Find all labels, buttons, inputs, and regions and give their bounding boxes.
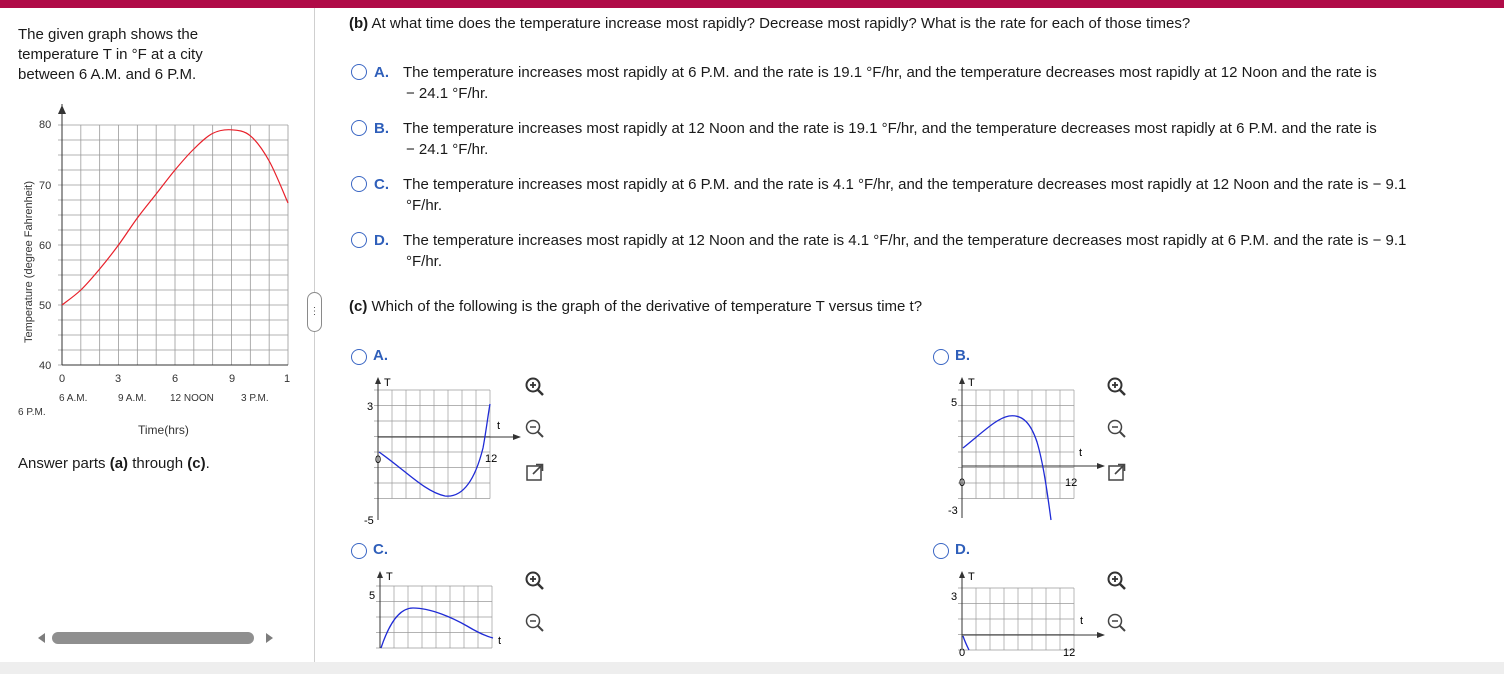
x-end-label: 12 — [1065, 477, 1078, 489]
part-b-option-c[interactable]: C. The temperature increases most rapidly at 6 P.M. and the rate is 4.1 °F/hr, and the temperature decreases most rapidly at 12 Noon and the rate is − 9.1 °F/hr. — [351, 174, 1501, 216]
y-axis-name: T — [968, 377, 975, 389]
radio-button[interactable] — [933, 543, 949, 559]
time-label: 6 P.M. — [18, 407, 46, 418]
radio-button[interactable] — [351, 64, 367, 80]
x-axis-name: t — [498, 635, 502, 647]
origin-label: 0 — [959, 477, 966, 489]
origin-label: 0 — [959, 647, 966, 659]
x-axis-name: t — [497, 420, 501, 432]
zoom-out-icon[interactable] — [1106, 612, 1128, 634]
part-b-option-b[interactable]: B. The temperature increases most rapidly at 12 Noon and the rate is 19.1 °F/hr, and the temperature decreases most rapidly at 6 P.M. and the rate is − 24.1 °F/hr. — [351, 118, 1501, 160]
origin-label: 0 — [375, 454, 382, 466]
answer-parts-text: Answer parts (a) through (c). — [18, 455, 210, 472]
problem-intro: The given graph shows the temperature T in °F at a city between 6 A.M. and 6 P.M. — [18, 26, 203, 83]
y-max-label: 5 — [951, 397, 958, 409]
y-max-label: 3 — [367, 401, 374, 413]
zoom-in-icon[interactable] — [1106, 376, 1128, 398]
x-axis-arrow-icon — [1097, 463, 1105, 469]
y-min-label: -5 — [364, 515, 374, 527]
right-panel: (b) At what time does the temperature increase most rapidly? Decrease most rapidly? What is the rate for each of those times? A. The temperature increases most rapidly at 6 P.M. and the rate is 19.1 °F/hr, and the temperature decreases most rapidly at 12 Noon and the rate is − 24.1 °F/hr. B. The temperature increases most rapidly at 12 Noon and the rate is 19.1 °F/hr, and the temperature decreases most rapidly at 6 P.M. and the rate is − 24.1 °F/hr. C. The temperature increases most rapidly at 6 P.M. and the rate is 4.1 °F/hr, and the temperature decreases most rapidly at 12 Noon and the rate is − 9.1 °F/hr. D. The temperature increases most rapidly at 12 Noon and the rate is 4.1 °F/hr, and the temperature decreases most rapidly at 6 P.M. and the rate is − 9.1 °F/hr. (c) Which of the following is the graph of the derivative of temperature T versus time t? A. T t 3 -5 12 0 B. T t 5 -3 12 0 C. T t 5 D. T t 3 12 0 — [315, 8, 1504, 662]
y-tick-label: 50 — [39, 300, 52, 312]
y-axis-name: T — [384, 377, 391, 389]
y-axis-name: T — [968, 571, 975, 583]
x-axis-arrow-icon — [1097, 632, 1105, 638]
graph-grid — [958, 390, 1074, 499]
scroll-left-arrow-icon[interactable] — [38, 633, 45, 643]
zoom-in-icon[interactable] — [1106, 570, 1128, 592]
radio-button[interactable] — [351, 120, 367, 136]
part-b-question: (b) At what time does the temperature increase most rapidly? Decrease most rapidly? What is the rate for each of those times? — [349, 15, 1191, 32]
radio-button[interactable] — [351, 176, 367, 192]
x-axis-label: Time(hrs) — [138, 423, 189, 437]
derivative-curve — [379, 404, 490, 496]
x-end-label: 12 — [1063, 647, 1076, 659]
y-axis-arrow-icon — [959, 571, 965, 578]
radio-button[interactable] — [351, 232, 367, 248]
y-tick-label: 80 — [39, 119, 52, 131]
y-axis-arrow-icon — [377, 571, 383, 578]
graph-grid — [376, 586, 492, 648]
graph-grid — [58, 125, 288, 365]
y-tick-label: 60 — [39, 240, 52, 252]
y-axis-arrow-icon — [375, 377, 381, 384]
x-tick-label: 9 — [229, 373, 236, 385]
scroll-right-arrow-icon[interactable] — [266, 633, 273, 643]
scrollbar-thumb[interactable] — [52, 632, 254, 644]
zoom-out-icon[interactable] — [1106, 418, 1128, 440]
open-new-window-icon[interactable] — [524, 461, 546, 483]
zoom-in-icon[interactable] — [524, 570, 546, 592]
zoom-out-icon[interactable] — [524, 612, 546, 634]
x-end-label: 12 — [485, 453, 498, 465]
graph-grid — [374, 390, 490, 499]
time-label: 6 A.M. — [59, 393, 88, 404]
y-axis-arrow — [58, 105, 66, 114]
left-panel — [0, 8, 314, 662]
time-label: 12 NOON — [170, 393, 214, 404]
derivative-graph-b[interactable] — [927, 370, 1107, 530]
y-axis-label: Temperature (degree Fahrenheit) — [23, 180, 35, 343]
x-tick-label: 6 — [172, 373, 179, 385]
y-axis-name: T — [386, 571, 393, 583]
open-new-window-icon[interactable] — [1106, 461, 1128, 483]
derivative-graph-a[interactable] — [345, 370, 525, 530]
derivative-curve — [381, 608, 493, 648]
radio-button[interactable] — [933, 349, 949, 365]
radio-button[interactable] — [351, 349, 367, 365]
more-vertical-icon: ⋮ — [309, 306, 320, 317]
part-b-option-d[interactable]: D. The temperature increases most rapidly at 12 Noon and the rate is 4.1 °F/hr, and the temperature decreases most rapidly at 6 P.M. and the rate is − 9.1 °F/hr. — [351, 230, 1501, 272]
derivative-graph-d[interactable] — [927, 564, 1107, 659]
y-max-label: 5 — [369, 590, 376, 602]
y-max-label: 3 — [951, 591, 958, 603]
y-tick-label: 40 — [39, 360, 52, 372]
x-tick-label: 1 — [284, 373, 291, 385]
zoom-in-icon[interactable] — [524, 376, 546, 398]
y-tick-label: 70 — [39, 180, 52, 192]
x-axis-name: t — [1080, 615, 1084, 627]
x-axis-name: t — [1079, 447, 1083, 459]
graph-grid — [958, 588, 1074, 650]
radio-button[interactable] — [351, 543, 367, 559]
part-b-option-a[interactable]: A. The temperature increases most rapidly at 6 P.M. and the rate is 19.1 °F/hr, and the temperature decreases most rapidly at 12 Noon and the rate is − 24.1 °F/hr. — [351, 62, 1501, 104]
top-accent-bar — [0, 0, 1504, 8]
x-axis-arrow-icon — [513, 434, 521, 440]
part-c-question: (c) Which of the following is the graph of the derivative of temperature T versus time t? — [349, 298, 923, 315]
horizontal-scrollbar[interactable] — [38, 631, 288, 645]
time-label: 3 P.M. — [241, 393, 269, 404]
derivative-graph-c[interactable] — [345, 564, 525, 648]
y-min-label: -3 — [948, 505, 958, 517]
time-label: 9 A.M. — [118, 393, 147, 404]
x-tick-label: 3 — [115, 373, 122, 385]
x-tick-label: 0 — [59, 373, 66, 385]
temperature-graph — [0, 8, 314, 448]
zoom-out-icon[interactable] — [524, 418, 546, 440]
bottom-bar — [0, 662, 1504, 674]
y-axis-arrow-icon — [959, 377, 965, 384]
